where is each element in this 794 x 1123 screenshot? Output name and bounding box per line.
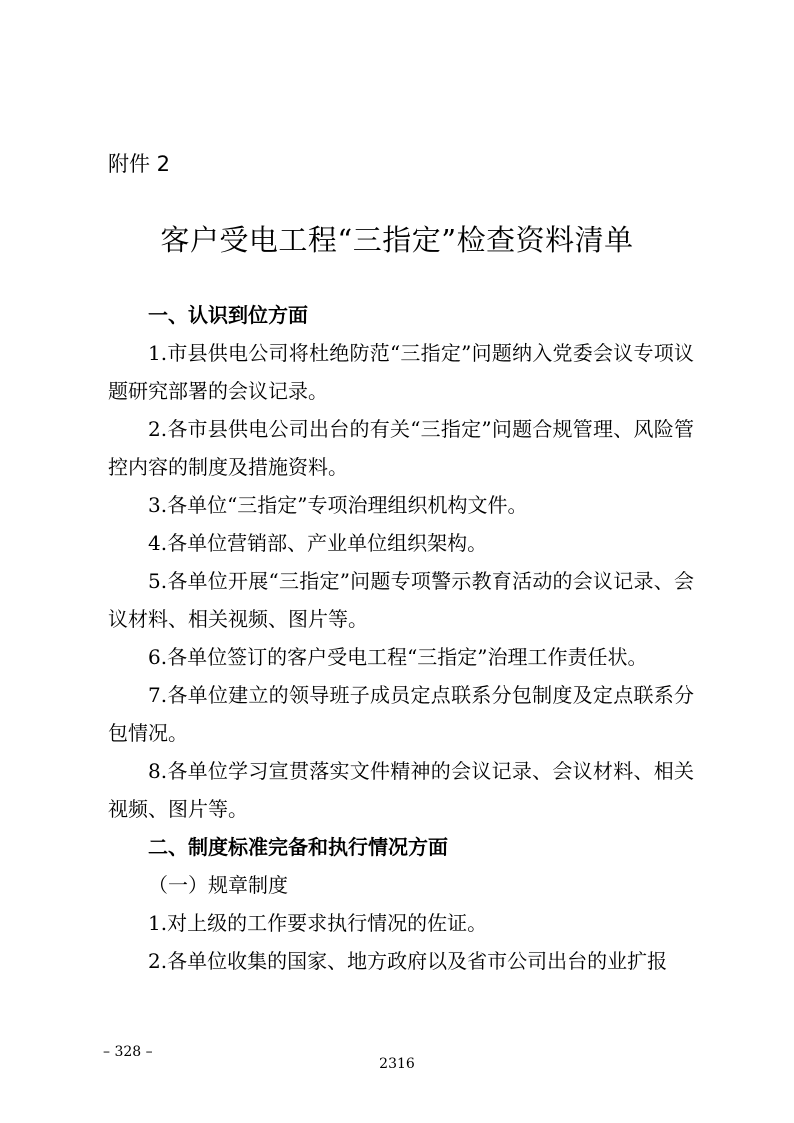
list-item: 2.各单位收集的国家、地方政府以及省市公司出台的业扩报 <box>148 949 668 973</box>
document-body <box>108 296 694 980</box>
list-item: 2.各市县供电公司出台的有关“三指定”问题合规管理、风险管控内容的制度及措施资料。 <box>108 417 694 479</box>
section-heading-regulations: 二、制度标准完备和执行情况方面 <box>148 835 448 859</box>
attachment-label: 附件 2 <box>108 152 171 176</box>
subsection-heading: （一）规章制度 <box>148 873 288 897</box>
list-item: 7.各单位建立的领导班子成员定点联系分包制度及定点联系分包情况。 <box>108 683 694 745</box>
list-item: 3.各单位“三指定”专项治理组织机构文件。 <box>148 493 528 517</box>
document-title: 客户受电工程“三指定”检查资料清单 <box>160 223 634 257</box>
footer-number: 2316 <box>379 1056 415 1072</box>
list-item: 1.对上级的工作要求执行情况的佐证。 <box>148 911 488 935</box>
list-item: 8.各单位学习宣贯落实文件精神的会议记录、会议材料、相关视频、图片等。 <box>108 759 694 821</box>
list-item: 6.各单位签订的客户受电工程“三指定”治理工作责任状。 <box>148 645 648 669</box>
section-heading-awareness: 一、认识到位方面 <box>148 303 308 327</box>
list-item: 1.市县供电公司将杜绝防范“三指定”问题纳入党委会议专项议题研究部署的会议记录。 <box>108 341 694 403</box>
list-item: 5.各单位开展“三指定”问题专项警示教育活动的会议记录、会议材料、相关视频、图片等。 <box>108 569 694 631</box>
page-number: – 328 – <box>103 1044 153 1060</box>
list-item: 4.各单位营销部、产业单位组织架构。 <box>148 531 488 555</box>
